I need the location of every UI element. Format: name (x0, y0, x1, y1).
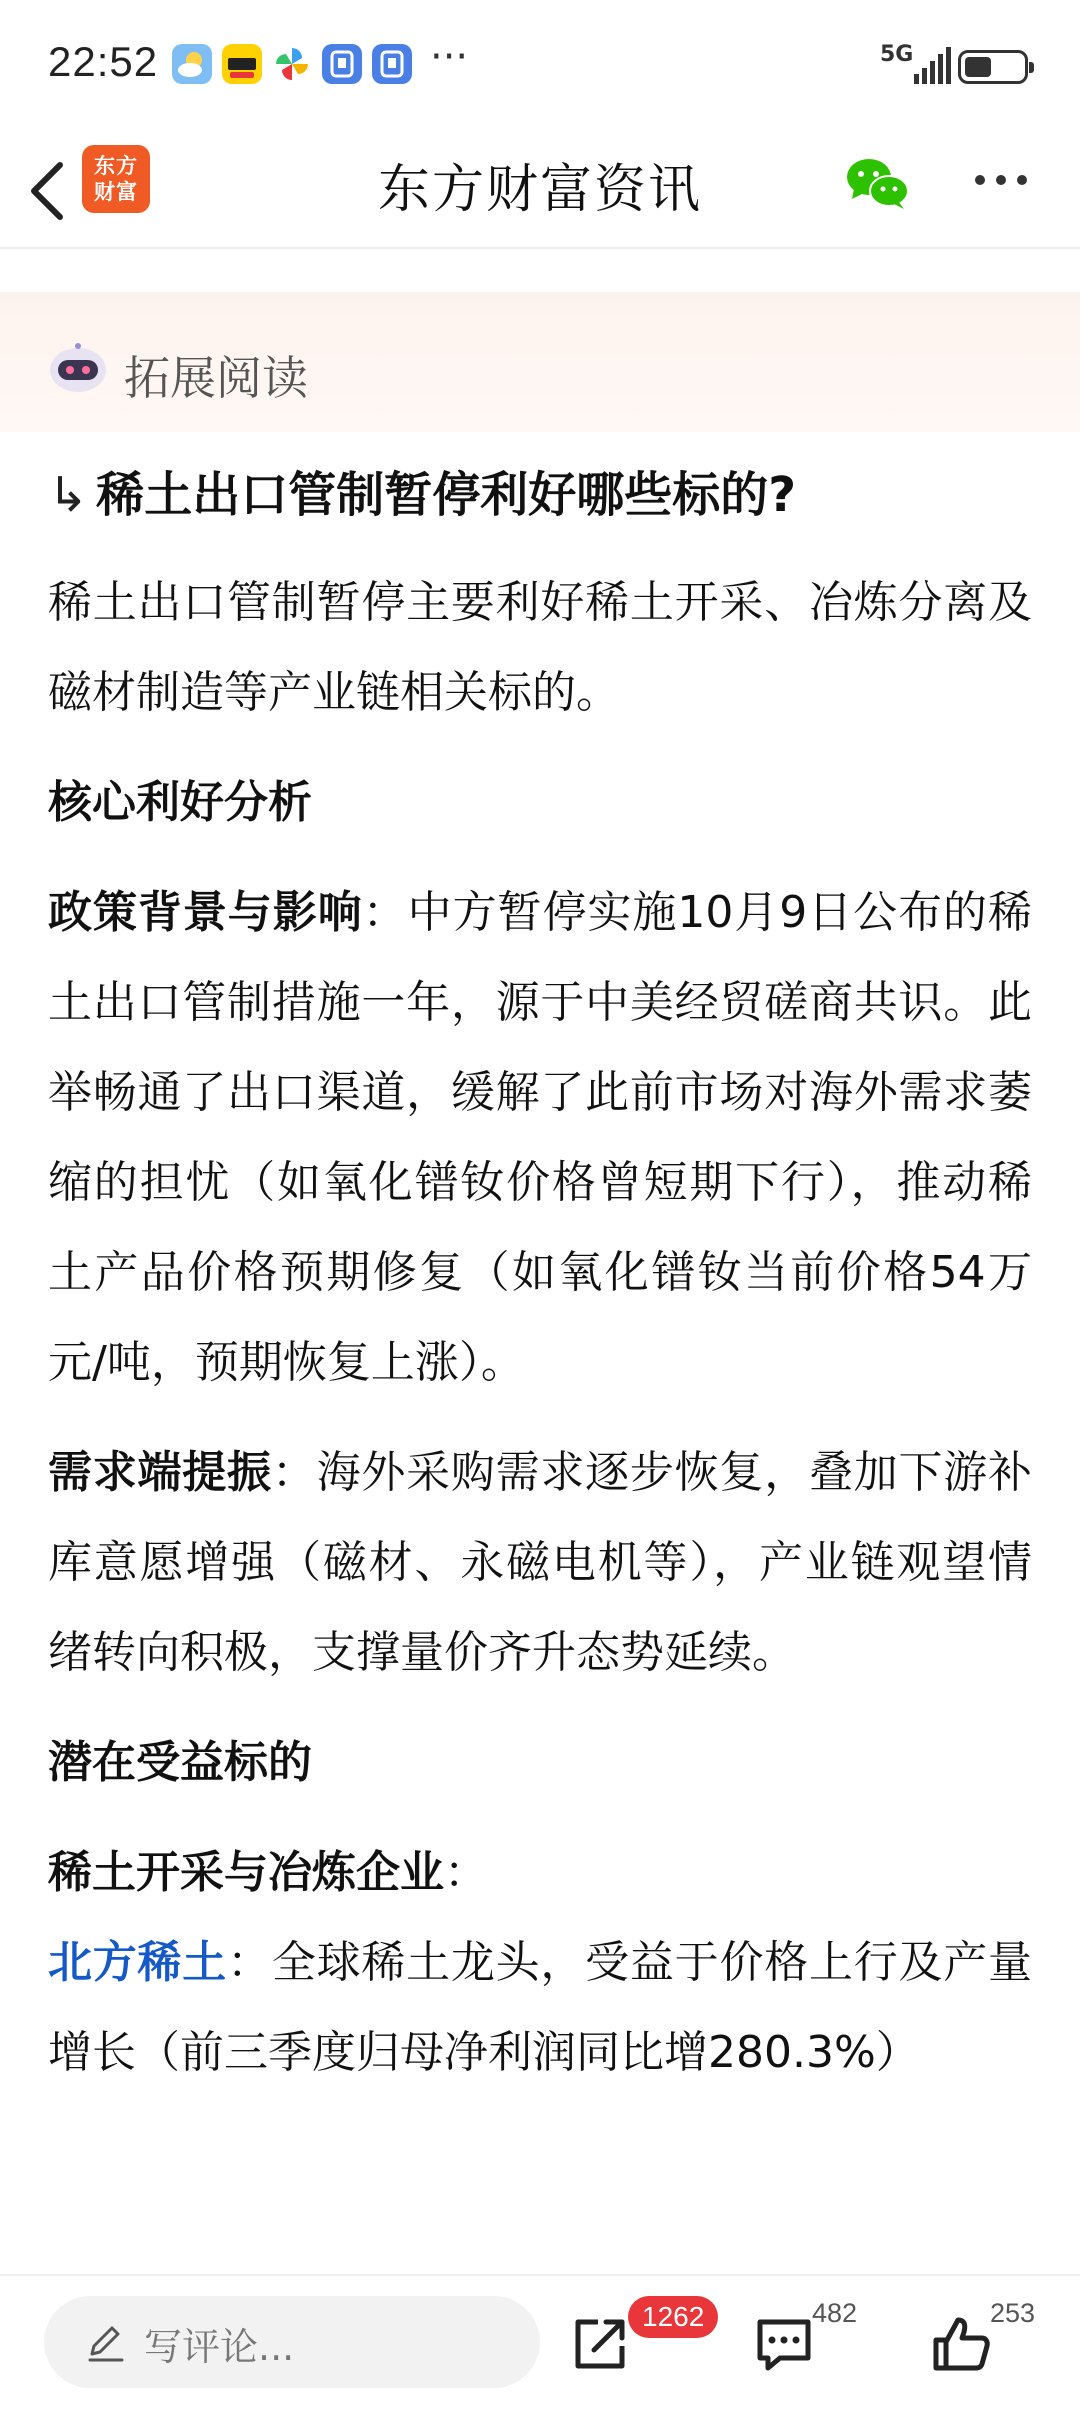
demand-label: 需求端提振 (48, 1447, 272, 1498)
extended-reading-label: 拓展阅读 (124, 351, 308, 405)
bottom-action-bar (0, 2274, 1080, 2414)
page-title: 东方财富资讯 (377, 160, 702, 220)
subheading-text: 稀土开采与冶炼企业 (48, 1847, 444, 1898)
stock-link-beifang-xitu[interactable]: 北方稀土 (48, 1937, 228, 1988)
pinwheel-icon (272, 44, 312, 84)
comment-icon[interactable] (752, 2312, 816, 2376)
stock-sep: ： (227, 1937, 272, 1988)
stock-paragraph (48, 1918, 1032, 2098)
network-type: 5G (880, 42, 914, 67)
weather-icon (172, 44, 212, 84)
pencil-icon (84, 2320, 128, 2364)
article-body (48, 460, 1032, 2118)
section-heading-beneficiaries: 潜在受益标的 (48, 1737, 312, 1788)
intro-paragraph: 稀土出口管制暂停主要利好稀土开采、冶炼分离及磁材制造等产业链相关标的。 (48, 577, 1032, 718)
stock-text: 全球稀土龙头，受益于价格上行及产量增长（前三季度归母净利润同比增280.3%） (48, 1937, 1033, 2078)
policy-label: 政策背景与影响 (48, 887, 363, 938)
demand-sep: ： (271, 1447, 317, 1498)
logo-text-line2: 财富 (94, 180, 138, 204)
share-icon[interactable] (568, 2312, 632, 2376)
demand-paragraph (48, 1428, 1032, 1698)
logo-text-line1: 东方 (94, 154, 138, 178)
ai-robot-icon (48, 340, 108, 396)
section-heading-core-analysis: 核心利好分析 (48, 777, 312, 828)
comment-input[interactable] (44, 2296, 540, 2388)
top-nav (0, 135, 1080, 249)
policy-paragraph (48, 868, 1032, 1408)
more-options-icon[interactable] (972, 155, 1030, 205)
question-text: 稀土出口管制暂停利好哪些标的? (96, 467, 797, 523)
status-time: 22:52 (48, 38, 159, 85)
app-icon (372, 44, 412, 84)
policy-text: 中方暂停实施10月9日公布的稀土出口管制措施一年，源于中美经贸磋商共识。此举畅通了出口渠道，缓解了此前市场对海外需求萎缩的担忧（如氧化镨钕价格曾短期下行），推动稀土产品价格预期修复（如氧化镨钕当前价格54万元/吨，预期恢复上涨）。 (48, 887, 1032, 1388)
like-thumb-icon[interactable] (930, 2312, 994, 2376)
comment-count: 482 (812, 2298, 858, 2328)
status-bar (0, 0, 1080, 135)
share-count-badge: 1262 (628, 2296, 718, 2338)
meituan-icon (222, 44, 262, 84)
demand-text: 海外采购需求逐步恢复，叠加下游补库意愿增强（磁材、永磁电机等），产业链观望情绪转向积极，支撑量价齐升态势延续。 (48, 1447, 1033, 1678)
article-content (0, 292, 1080, 2274)
battery-icon (958, 50, 1028, 84)
subheading-mining (48, 1828, 1032, 1918)
subheading-sep: ： (444, 1847, 488, 1898)
related-question[interactable] (48, 460, 1032, 530)
like-count: 253 (990, 2298, 1036, 2328)
comment-placeholder: 写评论... (144, 2325, 295, 2369)
app-icon (322, 44, 362, 84)
reply-arrow-icon: ↳ (48, 467, 89, 523)
wechat-share-icon[interactable] (844, 155, 910, 211)
more-notifications-icon: ··· (430, 34, 469, 80)
policy-sep: ： (362, 887, 408, 938)
